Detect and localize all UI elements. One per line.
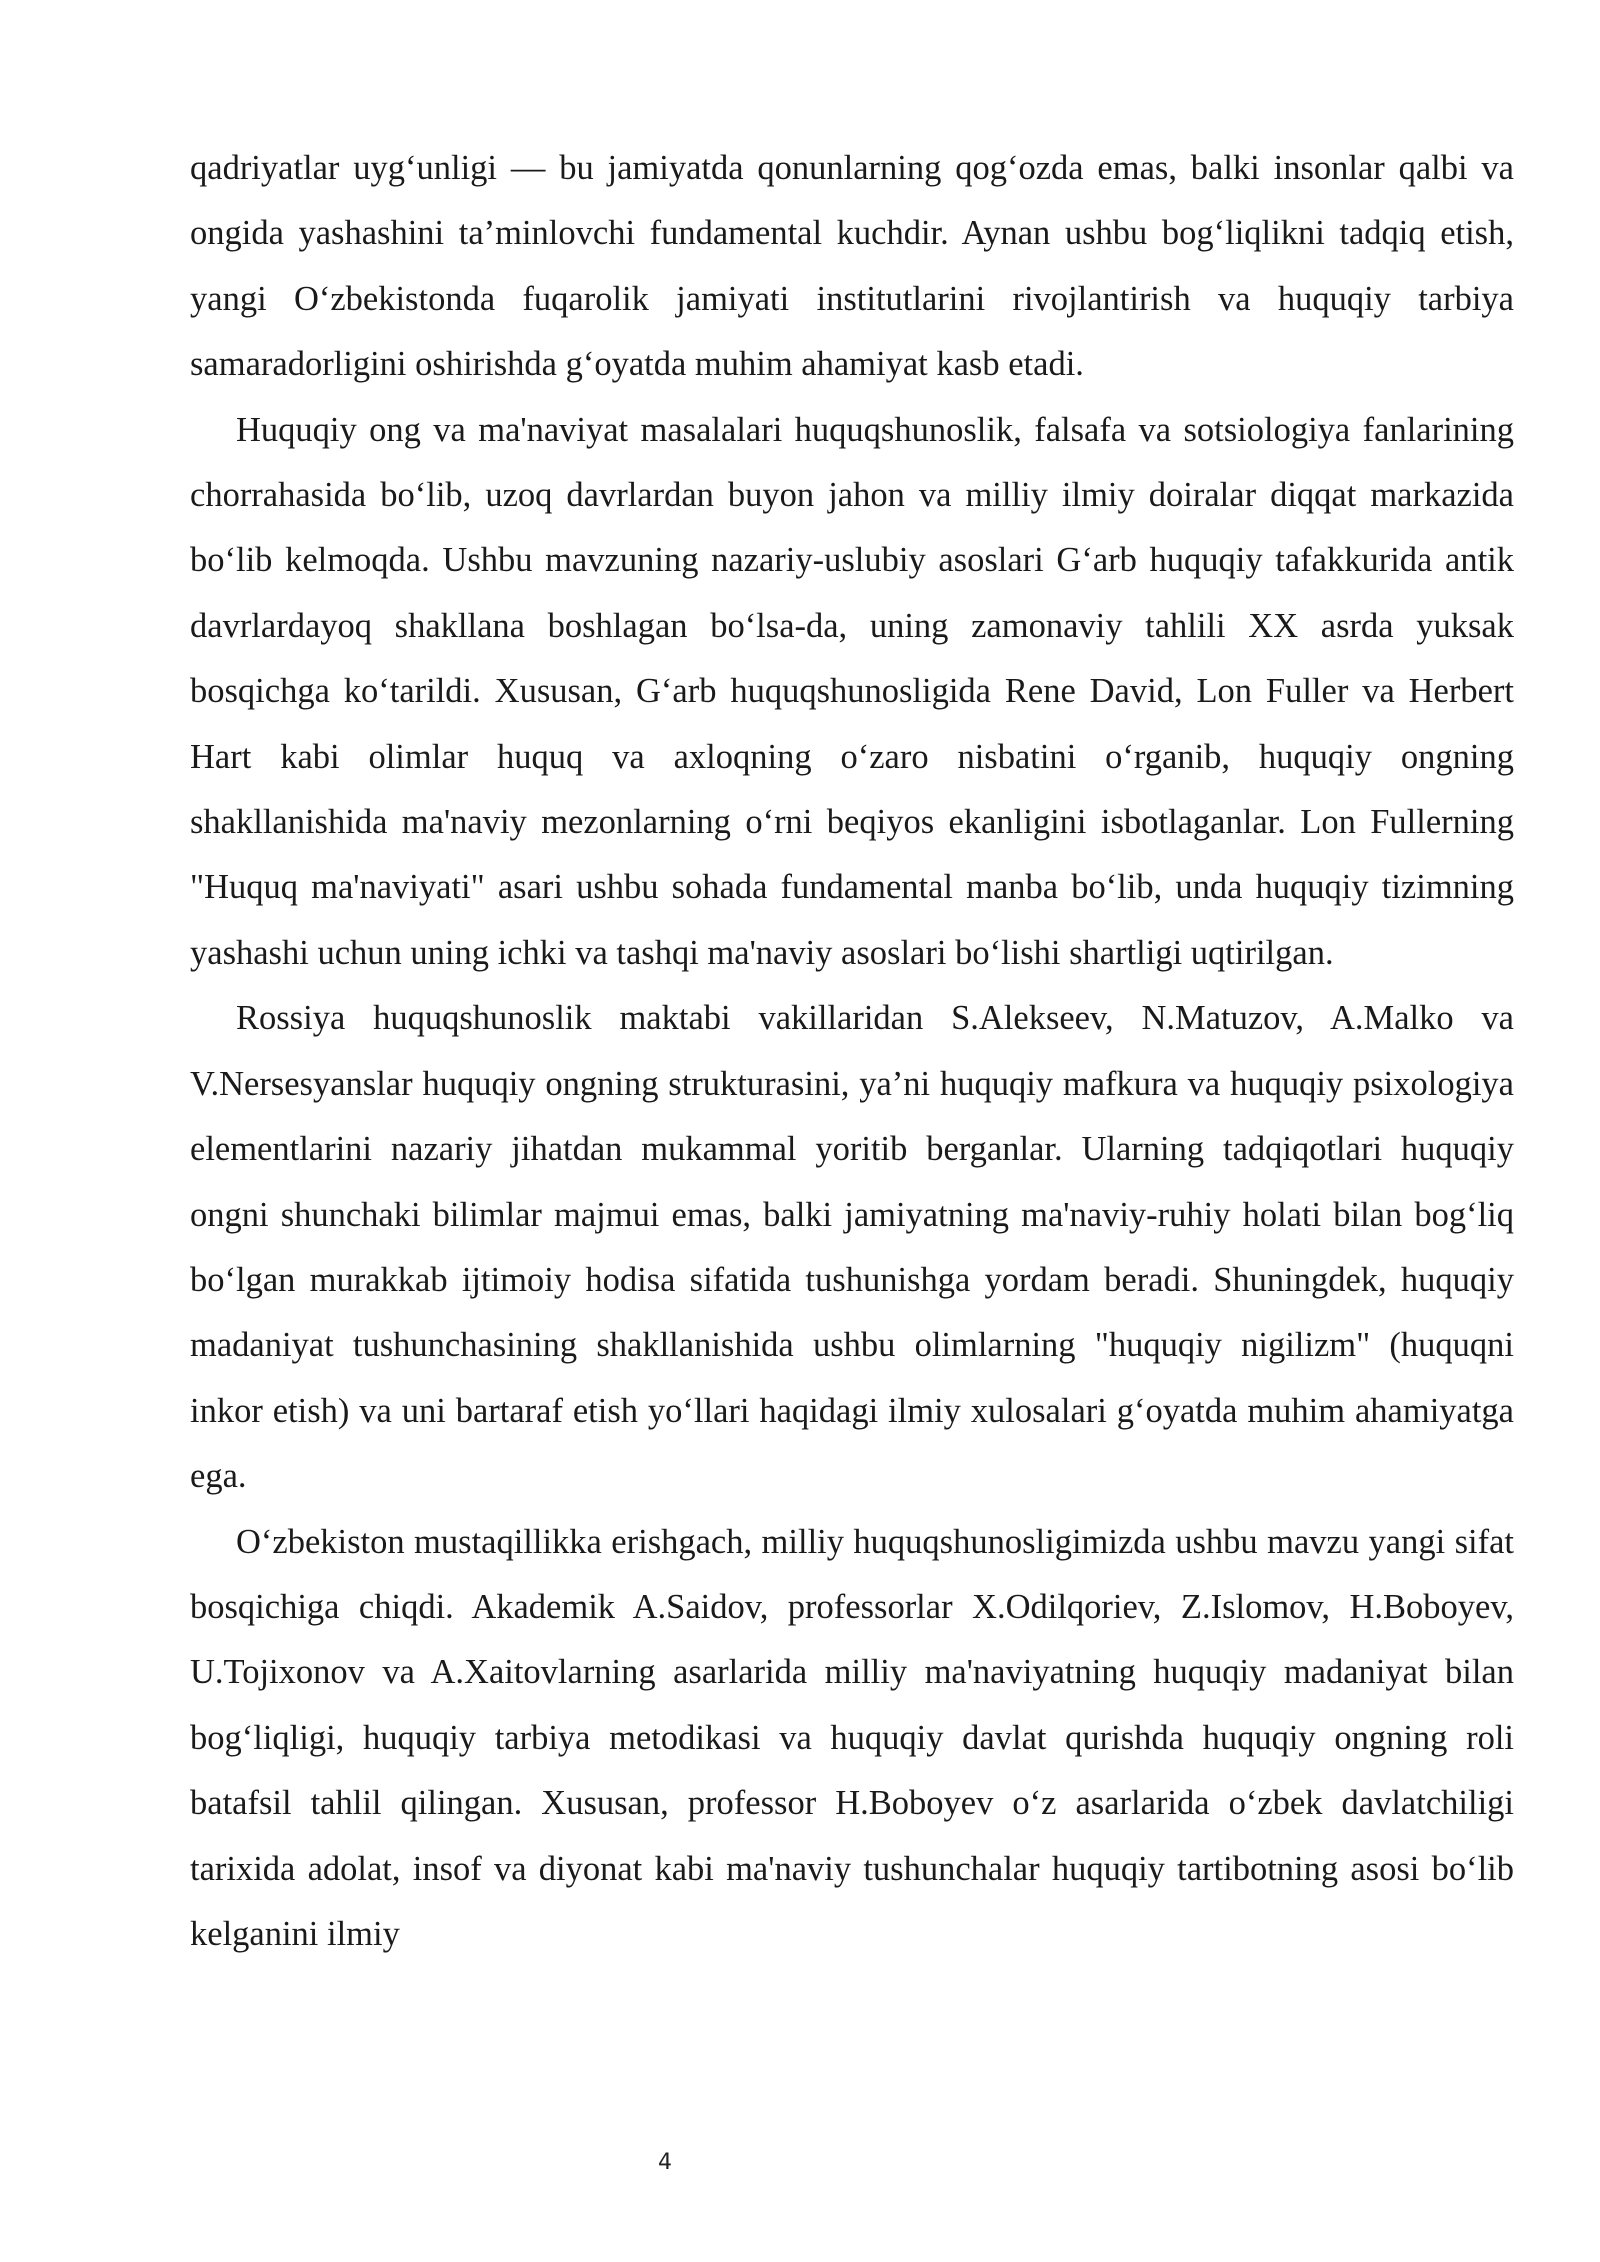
body-text <box>190 136 1514 1967</box>
paragraph-continuation: qadriyatlar uyg‘unligi — bu jamiyatda qonunlarning qog‘ozda emas, balki insonlar qalbi va ongida yashashini ta’minlovchi fundamental kuchdir. Aynan ushbu bog‘liqlikni tadqiq etish, yangi O‘zbekistonda fuqarolik jamiyati institutlarini rivojlantirish va huquqiy tarbiya samaradorligini oshirishda g‘oyatda muhim ahamiyat kasb etadi. <box>190 149 1514 384</box>
paragraph-western-jurisprudence: Huquqiy ong va ma'naviyat masalalari huquqshunoslik, falsafa va sotsiologiya fanlarining chorrahasida bo‘lib, uzoq davrlardan buyon jahon va milliy ilmiy doiralar diqqat markazida bo‘lib kelmoqda. Ushbu mavzuning nazariy-uslubiy asoslari G‘arb huquqiy tafakkurida antik davrlardayoq shakllana boshlagan bo‘lsa-da, uning zamonaviy tahlili XX asrda yuksak bosqichga ko‘tarildi. Xususan, G‘arb huquqshunosligida Rene David, Lon Fuller va Herbert Hart kabi olimlar huquq va axloqning o‘zaro nisbatini o‘rganib, huquqiy ongning shakllanishida ma'naviy mezonlarning o‘rni beqiyos ekanligini isbotlaganlar. Lon Fullerning "Huquq ma'naviyati" asari ushbu sohada fundamental manba bo‘lib, unda huquqiy tizimning yashashi uchun uning ichki va tashqi ma'naviy asoslari bo‘lishi shartligi uqtirilgan. <box>190 410 1514 972</box>
paragraph-russian-school: Rossiya huquqshunoslik maktabi vakillaridan S.Alekseev, N.Matuzov, A.Malko va V.Nersesyanslar huquqiy ongning strukturasini, ya’ni huquqiy mafkura va huquqiy psixologiya elementlarini nazariy jihatdan mukammal yoritib berganlar. Ularning tadqiqotlari huquqiy ongni shunchaki bilimlar majmui emas, balki jamiyatning ma'naviy-ruhiy holati bilan bog‘liq bo‘lgan murakkab ijtimoiy hodisa sifatida tushunishga yordam beradi. Shuningdek, huquqiy madaniyat tushunchasining shakllanishida ushbu olimlarning "huquqiy nigilizm" (huquqni inkor etish) va uni bartaraf etish yo‘llari haqidagi ilmiy xulosalari g‘oyatda muhim ahamiyatga ega. <box>190 999 1514 1496</box>
page-number: 4 <box>658 2150 672 2175</box>
paragraph-uzbekistan-scholarship: O‘zbekiston mustaqillikka erishgach, milliy huquqshunosligimizda ushbu mavzu yangi sifat bosqichiga chiqdi. Akademik A.Saidov, professorlar X.Odilqoriev, Z.Islomov, H.Boboyev, U.Tojixonov va A.Xaitovlarning asarlarida milliy ma'naviyatning huquqiy madaniyat bilan bog‘liqligi, huquqiy tarbiya metodikasi va huquqiy davlat qurishda huquqiy ongning roli batafsil tahlil qilingan. Xususan, professor H.Boboyev o‘z asarlarida o‘zbek davlatchiligi tarixida adolat, insof va diyonat kabi ma'naviy tushunchalar huquqiy tartibotning asosi bo‘lib kelganini ilmiy <box>190 1522 1514 1953</box>
